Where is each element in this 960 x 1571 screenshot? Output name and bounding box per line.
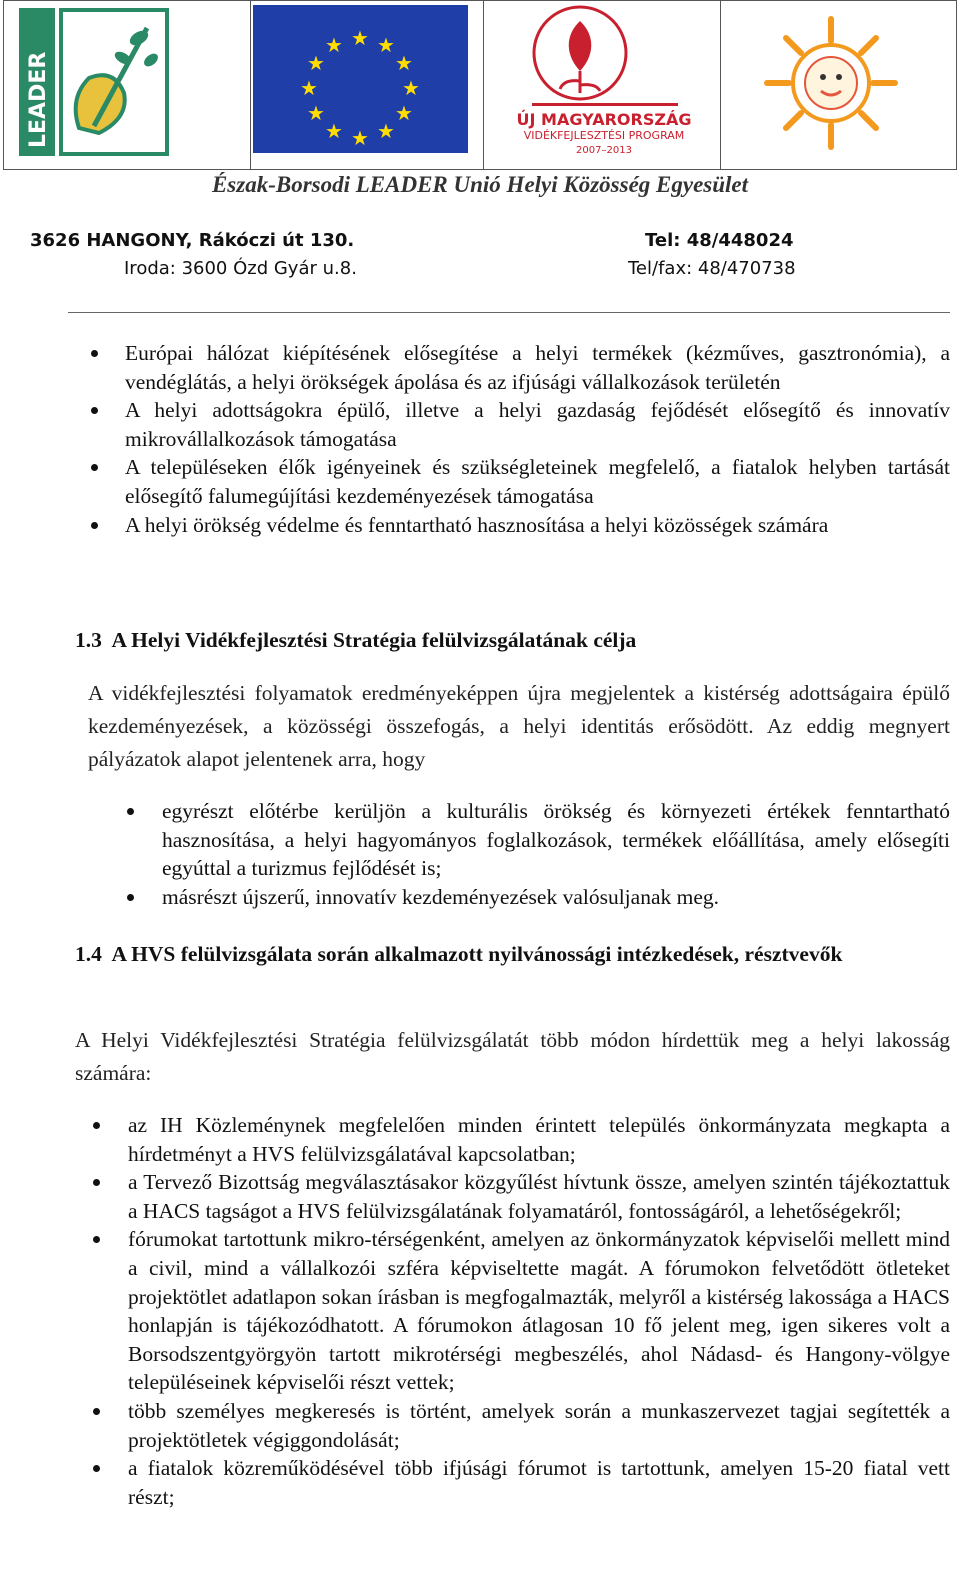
list-item <box>128 1225 950 1397</box>
section-1-3-list <box>162 797 950 911</box>
list-item <box>128 1397 950 1454</box>
list-item-text: másrészt újszerű, innovatív kezdeményezések valósuljanak meg. <box>162 884 720 909</box>
list-item-text: a Tervező Bizottság megválasztásakor közgyűlést hívtunk össze, amelyen szintén tájékoztattuk a HACS tagságot a HVS felülvizsgálatának folyamatáról, fontosságáról, a lehetőségekről; <box>128 1170 950 1223</box>
list-item <box>162 797 950 883</box>
organization-name: Észak-Borsodi LEADER Unió Helyi Közösség Egyesület <box>211 172 749 197</box>
umvp-logo <box>484 1 720 169</box>
list-item <box>128 1111 950 1168</box>
svg-text:★: ★ <box>300 76 318 100</box>
sun-logo-cell <box>720 0 957 170</box>
section-1-3-heading: 1.3 A Helyi Vidékfejlesztési Stratégia felülvizsgálatának célja <box>75 628 637 652</box>
address-main: 3626 HANGONY, Rákóczi út 130. <box>30 230 355 251</box>
svg-text:★: ★ <box>395 101 413 125</box>
svg-text:★: ★ <box>351 126 369 150</box>
bullet <box>91 350 98 357</box>
list-item-text: A helyi örökség védelme és fenntartható hasznosítása a helyi közösségek számára <box>125 512 829 537</box>
section-1-4-heading: 1.4 A HVS felülvizsgálata során alkalmazott nyilvánossági intézkedések, résztvevők <box>75 942 843 966</box>
svg-text:★: ★ <box>325 33 343 57</box>
bullet <box>93 1122 100 1129</box>
sun-logo <box>761 13 901 153</box>
umvp-logo-cell <box>483 0 720 170</box>
bullet <box>93 1408 100 1415</box>
phone: Tel: 48/448024 <box>645 230 794 251</box>
bullet <box>93 1236 100 1243</box>
svg-text:★: ★ <box>307 51 325 75</box>
list-item-text: fórumokat tartottunk mikro-térségenként, amelyen az önkormányzatok képviselői mellett mind a civil, mind a vállalkozói szféra képviseltette magát. A fórumokon felvetődött ötleteket projektötlet adatlapon sokan írásban is megfogalmazták, melyről a kistérség lakossága a HACS honlapján is tájékozódhatott. A fórumokon átlagosan 10 fő jelent meg, igen sikeres volt a Borsodszentgyörgyön tartott mikrotérségi megbeszélés, ahol Nádasd- és Hangony-völgye településeinek képviselői részt vettek; <box>128 1227 950 1395</box>
section-1-3-paragraph: A vidékfejlesztési folyamatok eredményeképpen újra megjelentek a kistérség adottságaira épülő kezdeményezések, a közösségi összefogás, a helyi identitás erősödött. Az eddig megnyert pályázatok alapot jelentenek arra, hogy <box>88 681 950 771</box>
list-item-text: Európai hálózat kiépítésének elősegítése a helyi termékek (kézműves, gasztronómia), a vendéglátás, a helyi örökségek ápolása és az ifjúsági vállalkozások területén <box>125 341 950 394</box>
objectives-list <box>125 339 950 539</box>
list-item <box>128 1454 950 1511</box>
bullet <box>93 1179 100 1186</box>
bullet <box>91 407 98 414</box>
list-item-text: a fiatalok közreműködésével több ifjúsági fórumot is tartottunk, amelyen 15-20 fiatal vett részt; <box>128 1456 950 1509</box>
svg-text:★: ★ <box>351 26 369 50</box>
bullet <box>127 894 134 901</box>
svg-text:★: ★ <box>377 119 395 143</box>
eu-flag-cell <box>250 0 483 170</box>
list-item <box>125 511 950 540</box>
umvp-title: ÚJ MAGYARORSZÁG <box>516 110 692 129</box>
section-1-4-paragraph: A Helyi Vidékfejlesztési Stratégia felülvizsgálatát több módon hírdettük meg a helyi lakosság számára: <box>75 1028 950 1085</box>
header-divider <box>68 312 950 313</box>
bullet <box>93 1465 100 1472</box>
leader-logo <box>19 8 169 156</box>
svg-text:★: ★ <box>325 119 343 143</box>
umvp-years: 2007–2013 <box>576 145 632 156</box>
section-1-4-list <box>128 1111 950 1511</box>
list-item <box>125 396 950 453</box>
svg-text:★: ★ <box>402 76 420 100</box>
list-item <box>162 883 950 912</box>
bullet <box>127 808 134 815</box>
logo-row <box>3 0 957 170</box>
list-item-text: A helyi adottságokra épülő, illetve a helyi gazdaság fejődését elősegítő és innovatív mikrovállalkozások támogatása <box>125 398 950 451</box>
address-office: Iroda: 3600 Ózd Gyár u.8. <box>124 258 357 279</box>
leader-logo-text: LEADER <box>26 51 51 148</box>
umvp-subtitle: VIDÉKFEJLESZTÉSI PROGRAM <box>523 129 685 142</box>
list-item-text: egyrészt előtérbe kerüljön a kulturális örökség és környezeti értékek fenntartható hasznosítása, a helyi hagyományos foglalkozások, termékek előállítása, amely elősegíti egyúttal a turizmus fejlődését is; <box>162 799 950 881</box>
svg-text:★: ★ <box>307 101 325 125</box>
list-item-text: A településeken élők igényeinek és szükségleteinek megfelelő, a fiatalok helyben tartását elősegítő falumegújítási kezdeményezések támogatása <box>125 455 950 508</box>
bullet <box>91 464 98 471</box>
list-item-text: az IH Közleménynek megfelelően minden érintett település önkormányzata megkapta a hírdetményt a HVS felülvizsgálatával kapcsolatban; <box>128 1113 950 1166</box>
leader-logo-cell <box>3 0 250 170</box>
svg-text:★: ★ <box>377 33 395 57</box>
list-item-text: több személyes megkeresés is történt, amelyek során a munkaszervezet tagjai segítették a projektötletek végiggondolását; <box>128 1398 950 1452</box>
svg-text:★: ★ <box>395 51 413 75</box>
list-item <box>128 1168 950 1225</box>
eu-flag-logo <box>253 5 468 153</box>
list-item <box>125 453 950 510</box>
phone-fax: Tel/fax: 48/470738 <box>628 258 796 279</box>
list-item <box>125 339 950 396</box>
bullet <box>91 522 98 529</box>
